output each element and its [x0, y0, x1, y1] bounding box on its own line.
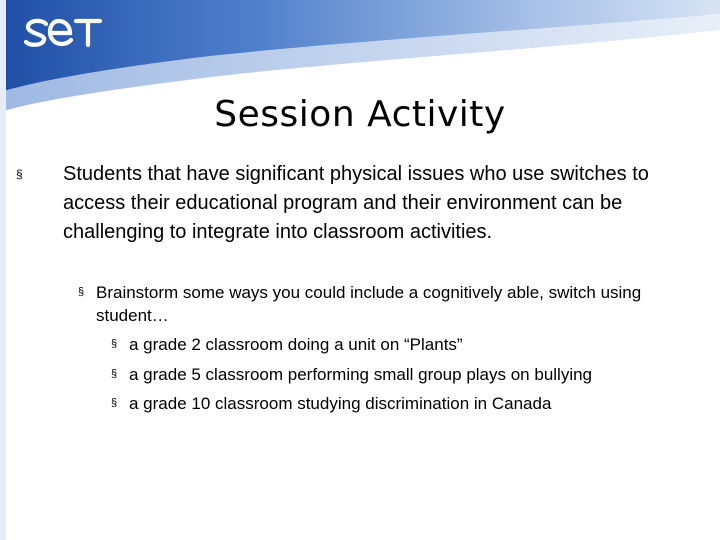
bullet-icon: §: [111, 338, 118, 350]
set-logo: [22, 12, 106, 56]
bullet-icon: §: [78, 286, 85, 298]
left-edge-shade: [0, 0, 6, 540]
bullet-level1: [16, 160, 696, 247]
bullet-level1-text: Students that have significant physical issues who use switches to access their educational program and their environment can be challenging to integrate into classroom activities.: [63, 163, 649, 243]
bullet-level2-text: Brainstorm some ways you could include a cognitively able, switch using student…: [96, 283, 642, 325]
bullet-icon: §: [16, 167, 23, 181]
bullet-level2: [78, 281, 698, 327]
bullet-level3-item: [111, 392, 711, 415]
bullet-level3-text: a grade 5 classroom performing small group plays on bullying: [129, 365, 593, 384]
bullet-icon: §: [111, 397, 118, 409]
bullet-level3-item: [111, 363, 711, 386]
bullet-level3-text: a grade 2 classroom doing a unit on “Plants”: [129, 335, 463, 354]
bullet-level3-text: a grade 10 classroom studying discrimination in Canada: [129, 394, 552, 413]
slide-title: Session Activity: [214, 94, 506, 135]
bullet-level3-item: [111, 333, 711, 356]
bullet-icon: §: [111, 368, 118, 380]
